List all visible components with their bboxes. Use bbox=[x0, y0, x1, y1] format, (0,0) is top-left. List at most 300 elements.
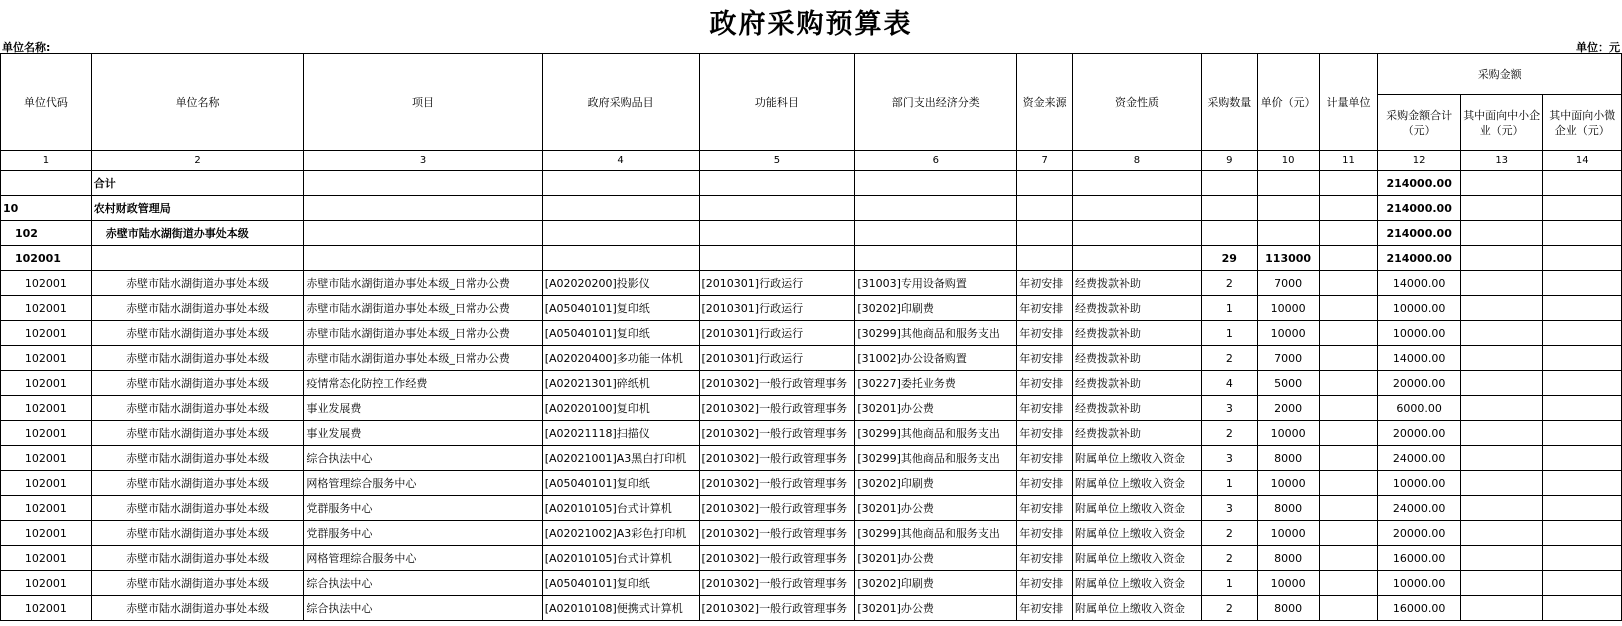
procurement-item-cell: [A02021001]A3黑白打印机 bbox=[542, 446, 699, 471]
empty-cell bbox=[699, 196, 855, 221]
amount-micro-cell bbox=[1543, 596, 1622, 621]
unit-price-cell: 7000 bbox=[1257, 346, 1319, 371]
empty-cell bbox=[855, 246, 1017, 271]
table-row bbox=[1, 396, 1622, 421]
procurement-item-cell: [A05040101]复印纸 bbox=[542, 471, 699, 496]
fund-source-cell: 年初安排 bbox=[1017, 396, 1073, 421]
fund-source-cell: 年初安排 bbox=[1017, 371, 1073, 396]
table-row bbox=[1, 471, 1622, 496]
measure-unit-cell bbox=[1319, 321, 1378, 346]
quantity-cell: 2 bbox=[1201, 421, 1257, 446]
table-row bbox=[1, 321, 1622, 346]
column-number: 9 bbox=[1201, 151, 1257, 171]
empty-cell bbox=[304, 221, 542, 246]
empty-cell bbox=[1073, 171, 1202, 196]
empty-cell bbox=[855, 196, 1017, 221]
unit-name-cell: 赤壁市陆水湖街道办事处本级 bbox=[91, 421, 304, 446]
dept-econ-cell: [30299]其他商品和服务支出 bbox=[855, 321, 1017, 346]
unit-name-cell: 赤壁市陆水湖街道办事处本级 bbox=[91, 596, 304, 621]
fund-source-cell: 年初安排 bbox=[1017, 496, 1073, 521]
function-subject-cell: [2010302]一般行政管理事务 bbox=[699, 496, 855, 521]
procurement-item-cell: [A05040101]复印纸 bbox=[542, 321, 699, 346]
measure-unit-cell bbox=[1319, 496, 1378, 521]
project-cell: 党群服务中心 bbox=[304, 521, 542, 546]
unit-price-cell: 10000 bbox=[1257, 296, 1319, 321]
unit-code-cell: 102001 bbox=[1, 396, 92, 421]
fund-nature-cell: 经费拨款补助 bbox=[1073, 321, 1202, 346]
project-cell: 赤壁市陆水湖街道办事处本级_日常办公费 bbox=[304, 346, 542, 371]
unit-code-cell: 102001 bbox=[1, 346, 92, 371]
project-cell: 赤壁市陆水湖街道办事处本级_日常办公费 bbox=[304, 271, 542, 296]
procurement-item-cell: [A02010105]台式计算机 bbox=[542, 546, 699, 571]
empty-cell bbox=[542, 221, 699, 246]
column-number: 4 bbox=[542, 151, 699, 171]
measure-unit-cell bbox=[1319, 221, 1378, 246]
quantity-cell: 2 bbox=[1201, 271, 1257, 296]
unit-price-cell: 7000 bbox=[1257, 271, 1319, 296]
fund-nature-cell: 经费拨款补助 bbox=[1073, 421, 1202, 446]
quantity-cell: 1 bbox=[1201, 296, 1257, 321]
project-cell: 事业发展费 bbox=[304, 421, 542, 446]
unit-name-cell: 合计 bbox=[91, 171, 304, 196]
empty-cell bbox=[304, 246, 542, 271]
table-row bbox=[1, 546, 1622, 571]
empty-cell bbox=[1017, 221, 1073, 246]
amount-micro-cell bbox=[1543, 521, 1622, 546]
fund-nature-cell: 经费拨款补助 bbox=[1073, 371, 1202, 396]
unit-price-cell: 10000 bbox=[1257, 571, 1319, 596]
dept-econ-cell: [30202]印刷费 bbox=[855, 296, 1017, 321]
empty-cell bbox=[699, 246, 855, 271]
project-cell: 网格管理综合服务中心 bbox=[304, 546, 542, 571]
empty-cell bbox=[1073, 221, 1202, 246]
header-amount-sme: 其中面向中小企业（元） bbox=[1460, 95, 1543, 151]
fund-nature-cell: 附属单位上缴收入资金 bbox=[1073, 596, 1202, 621]
dept-econ-cell: [30201]办公费 bbox=[855, 496, 1017, 521]
column-number: 5 bbox=[699, 151, 855, 171]
column-number: 1 bbox=[1, 151, 92, 171]
unit-price-cell bbox=[1257, 221, 1319, 246]
fund-nature-cell: 经费拨款补助 bbox=[1073, 396, 1202, 421]
table-row bbox=[1, 346, 1622, 371]
unit-price-cell: 10000 bbox=[1257, 321, 1319, 346]
amount-sme-cell bbox=[1460, 321, 1543, 346]
budget-table bbox=[0, 53, 1622, 621]
dept-econ-cell: [30299]其他商品和服务支出 bbox=[855, 421, 1017, 446]
header-amount-group: 采购金额 bbox=[1378, 54, 1622, 95]
empty-cell bbox=[855, 171, 1017, 196]
fund-nature-cell: 附属单位上缴收入资金 bbox=[1073, 546, 1202, 571]
quantity-cell: 1 bbox=[1201, 321, 1257, 346]
unit-price-cell: 10000 bbox=[1257, 471, 1319, 496]
amount-micro-cell bbox=[1543, 421, 1622, 446]
table-row bbox=[1, 421, 1622, 446]
measure-unit-cell bbox=[1319, 296, 1378, 321]
unit-name-cell: 农村财政管理局 bbox=[91, 196, 304, 221]
dept-econ-cell: [30202]印刷费 bbox=[855, 571, 1017, 596]
amount-total-cell: 20000.00 bbox=[1378, 371, 1461, 396]
column-number: 14 bbox=[1543, 151, 1622, 171]
amount-sme-cell bbox=[1460, 296, 1543, 321]
unit-price-cell: 8000 bbox=[1257, 546, 1319, 571]
unit-code-cell: 10 bbox=[1, 196, 92, 221]
empty-cell bbox=[542, 246, 699, 271]
amount-total-cell: 10000.00 bbox=[1378, 296, 1461, 321]
table-row bbox=[1, 296, 1622, 321]
amount-micro-cell bbox=[1543, 246, 1622, 271]
summary-row bbox=[1, 171, 1622, 196]
table-row bbox=[1, 371, 1622, 396]
procurement-item-cell: [A02020100]复印机 bbox=[542, 396, 699, 421]
project-cell: 党群服务中心 bbox=[304, 496, 542, 521]
quantity-cell: 2 bbox=[1201, 346, 1257, 371]
empty-cell bbox=[1017, 196, 1073, 221]
project-cell: 赤壁市陆水湖街道办事处本级_日常办公费 bbox=[304, 321, 542, 346]
quantity-cell bbox=[1201, 196, 1257, 221]
page-title: 政府采购预算表 bbox=[709, 9, 913, 40]
unit-code-cell: 102001 bbox=[1, 271, 92, 296]
quantity-cell: 2 bbox=[1201, 546, 1257, 571]
amount-sme-cell bbox=[1460, 596, 1543, 621]
empty-cell bbox=[699, 221, 855, 246]
header-quantity: 采购数量 bbox=[1201, 54, 1257, 151]
amount-sme-cell bbox=[1460, 346, 1543, 371]
column-number: 13 bbox=[1460, 151, 1543, 171]
measure-unit-cell bbox=[1319, 521, 1378, 546]
amount-sme-cell bbox=[1460, 496, 1543, 521]
measure-unit-cell bbox=[1319, 571, 1378, 596]
amount-total-cell: 14000.00 bbox=[1378, 271, 1461, 296]
header-amount-total: 采购金额合计（元） bbox=[1378, 95, 1461, 151]
amount-total-cell: 214000.00 bbox=[1378, 221, 1461, 246]
amount-micro-cell bbox=[1543, 346, 1622, 371]
amount-total-cell: 20000.00 bbox=[1378, 521, 1461, 546]
dept-econ-cell: [30202]印刷费 bbox=[855, 471, 1017, 496]
header-procurement-item: 政府采购品目 bbox=[542, 54, 699, 151]
amount-micro-cell bbox=[1543, 396, 1622, 421]
function-subject-cell: [2010302]一般行政管理事务 bbox=[699, 596, 855, 621]
procurement-item-cell: [A02020400]多功能一体机 bbox=[542, 346, 699, 371]
column-number: 12 bbox=[1378, 151, 1461, 171]
quantity-cell: 29 bbox=[1201, 246, 1257, 271]
unit-name-cell: 赤壁市陆水湖街道办事处本级 bbox=[91, 321, 304, 346]
measure-unit-cell bbox=[1319, 471, 1378, 496]
amount-micro-cell bbox=[1543, 471, 1622, 496]
amount-total-cell: 10000.00 bbox=[1378, 571, 1461, 596]
procurement-item-cell: [A02010105]台式计算机 bbox=[542, 496, 699, 521]
table-row bbox=[1, 571, 1622, 596]
unit-code-cell: 102 bbox=[1, 221, 92, 246]
fund-source-cell: 年初安排 bbox=[1017, 546, 1073, 571]
unit-price-cell: 5000 bbox=[1257, 371, 1319, 396]
measure-unit-cell bbox=[1319, 246, 1378, 271]
fund-source-cell: 年初安排 bbox=[1017, 346, 1073, 371]
dept-econ-cell: [30299]其他商品和服务支出 bbox=[855, 446, 1017, 471]
amount-micro-cell bbox=[1543, 196, 1622, 221]
header-fund-nature: 资金性质 bbox=[1073, 54, 1202, 151]
procurement-item-cell: [A02021002]A3彩色打印机 bbox=[542, 521, 699, 546]
measure-unit-cell bbox=[1319, 346, 1378, 371]
column-number: 6 bbox=[855, 151, 1017, 171]
fund-nature-cell: 附属单位上缴收入资金 bbox=[1073, 571, 1202, 596]
fund-nature-cell: 附属单位上缴收入资金 bbox=[1073, 496, 1202, 521]
unit-code-cell: 102001 bbox=[1, 546, 92, 571]
amount-sme-cell bbox=[1460, 271, 1543, 296]
measure-unit-cell bbox=[1319, 171, 1378, 196]
unit-name-cell: 赤壁市陆水湖街道办事处本级 bbox=[91, 546, 304, 571]
amount-sme-cell bbox=[1460, 371, 1543, 396]
summary-row bbox=[1, 246, 1622, 271]
unit-code-cell: 102001 bbox=[1, 246, 92, 271]
quantity-cell: 4 bbox=[1201, 371, 1257, 396]
quantity-cell: 1 bbox=[1201, 571, 1257, 596]
amount-sme-cell bbox=[1460, 396, 1543, 421]
amount-total-cell: 214000.00 bbox=[1378, 246, 1461, 271]
fund-source-cell: 年初安排 bbox=[1017, 321, 1073, 346]
unit-code-cell: 102001 bbox=[1, 521, 92, 546]
quantity-cell bbox=[1201, 171, 1257, 196]
fund-source-cell: 年初安排 bbox=[1017, 421, 1073, 446]
unit-price-cell: 8000 bbox=[1257, 596, 1319, 621]
header-project: 项目 bbox=[304, 54, 542, 151]
project-cell: 赤壁市陆水湖街道办事处本级_日常办公费 bbox=[304, 296, 542, 321]
dept-econ-cell: [31002]办公设备购置 bbox=[855, 346, 1017, 371]
procurement-item-cell: [A02010108]便携式计算机 bbox=[542, 596, 699, 621]
measure-unit-cell bbox=[1319, 446, 1378, 471]
function-subject-cell: [2010302]一般行政管理事务 bbox=[699, 471, 855, 496]
empty-cell bbox=[304, 171, 542, 196]
dept-econ-cell: [30201]办公费 bbox=[855, 396, 1017, 421]
fund-nature-cell: 经费拨款补助 bbox=[1073, 271, 1202, 296]
amount-total-cell: 16000.00 bbox=[1378, 596, 1461, 621]
empty-cell bbox=[699, 171, 855, 196]
amount-total-cell: 214000.00 bbox=[1378, 171, 1461, 196]
unit-code-cell: 102001 bbox=[1, 446, 92, 471]
amount-micro-cell bbox=[1543, 321, 1622, 346]
function-subject-cell: [2010302]一般行政管理事务 bbox=[699, 421, 855, 446]
procurement-item-cell: [A02020200]投影仪 bbox=[542, 271, 699, 296]
unit-name-cell: 赤壁市陆水湖街道办事处本级 bbox=[91, 221, 304, 246]
column-number: 3 bbox=[304, 151, 542, 171]
header-unit-price: 单价（元） bbox=[1257, 54, 1319, 151]
dept-econ-cell: [30299]其他商品和服务支出 bbox=[855, 521, 1017, 546]
table-row bbox=[1, 446, 1622, 471]
procurement-item-cell: [A02021118]扫描仪 bbox=[542, 421, 699, 446]
quantity-cell: 3 bbox=[1201, 396, 1257, 421]
amount-micro-cell bbox=[1543, 296, 1622, 321]
amount-micro-cell bbox=[1543, 446, 1622, 471]
fund-nature-cell: 经费拨款补助 bbox=[1073, 296, 1202, 321]
fund-source-cell: 年初安排 bbox=[1017, 296, 1073, 321]
project-cell: 事业发展费 bbox=[304, 396, 542, 421]
amount-sme-cell bbox=[1460, 571, 1543, 596]
amount-total-cell: 14000.00 bbox=[1378, 346, 1461, 371]
header-measure-unit: 计量单位 bbox=[1319, 54, 1378, 151]
measure-unit-cell bbox=[1319, 271, 1378, 296]
header-dept-econ: 部门支出经济分类 bbox=[855, 54, 1017, 151]
unit-code-cell: 102001 bbox=[1, 296, 92, 321]
unit-code-cell: 102001 bbox=[1, 471, 92, 496]
amount-sme-cell bbox=[1460, 471, 1543, 496]
project-cell: 疫情常态化防控工作经费 bbox=[304, 371, 542, 396]
project-cell: 综合执法中心 bbox=[304, 571, 542, 596]
measure-unit-cell bbox=[1319, 546, 1378, 571]
amount-micro-cell bbox=[1543, 221, 1622, 246]
fund-nature-cell: 附属单位上缴收入资金 bbox=[1073, 446, 1202, 471]
measure-unit-cell bbox=[1319, 596, 1378, 621]
amount-sme-cell bbox=[1460, 196, 1543, 221]
unit-name-cell: 赤壁市陆水湖街道办事处本级 bbox=[91, 396, 304, 421]
amount-total-cell: 10000.00 bbox=[1378, 471, 1461, 496]
unit-name-cell: 赤壁市陆水湖街道办事处本级 bbox=[91, 471, 304, 496]
quantity-cell: 3 bbox=[1201, 496, 1257, 521]
empty-cell bbox=[855, 221, 1017, 246]
procurement-item-cell: [A05040101]复印纸 bbox=[542, 296, 699, 321]
amount-sme-cell bbox=[1460, 446, 1543, 471]
function-subject-cell: [2010301]行政运行 bbox=[699, 296, 855, 321]
unit-code-cell: 102001 bbox=[1, 496, 92, 521]
amount-micro-cell bbox=[1543, 271, 1622, 296]
unit-price-cell: 10000 bbox=[1257, 421, 1319, 446]
dept-econ-cell: [30227]委托业务费 bbox=[855, 371, 1017, 396]
project-cell: 综合执法中心 bbox=[304, 446, 542, 471]
column-number: 11 bbox=[1319, 151, 1378, 171]
unit-name-cell: 赤壁市陆水湖街道办事处本级 bbox=[91, 496, 304, 521]
table-row bbox=[1, 596, 1622, 621]
fund-source-cell: 年初安排 bbox=[1017, 271, 1073, 296]
header-amount-micro: 其中面向小微企业（元） bbox=[1543, 95, 1622, 151]
unit-price-cell bbox=[1257, 196, 1319, 221]
dept-econ-cell: [30201]办公费 bbox=[855, 596, 1017, 621]
unit-name-cell: 赤壁市陆水湖街道办事处本级 bbox=[91, 296, 304, 321]
unit-code-cell: 102001 bbox=[1, 421, 92, 446]
amount-micro-cell bbox=[1543, 371, 1622, 396]
measure-unit-cell bbox=[1319, 196, 1378, 221]
unit-name-cell: 赤壁市陆水湖街道办事处本级 bbox=[91, 346, 304, 371]
unit-code-cell: 102001 bbox=[1, 571, 92, 596]
project-cell: 网格管理综合服务中心 bbox=[304, 471, 542, 496]
empty-cell bbox=[1073, 196, 1202, 221]
amount-sme-cell bbox=[1460, 171, 1543, 196]
amount-sme-cell bbox=[1460, 221, 1543, 246]
function-subject-cell: [2010302]一般行政管理事务 bbox=[699, 371, 855, 396]
fund-source-cell: 年初安排 bbox=[1017, 571, 1073, 596]
unit-price-cell: 8000 bbox=[1257, 496, 1319, 521]
empty-cell bbox=[1017, 246, 1073, 271]
column-number: 2 bbox=[91, 151, 304, 171]
amount-micro-cell bbox=[1543, 496, 1622, 521]
header-unit-code: 单位代码 bbox=[1, 54, 92, 151]
procurement-item-cell: [A02021301]碎纸机 bbox=[542, 371, 699, 396]
function-subject-cell: [2010302]一般行政管理事务 bbox=[699, 396, 855, 421]
fund-source-cell: 年初安排 bbox=[1017, 446, 1073, 471]
function-subject-cell: [2010301]行政运行 bbox=[699, 321, 855, 346]
fund-nature-cell: 经费拨款补助 bbox=[1073, 346, 1202, 371]
fund-source-cell: 年初安排 bbox=[1017, 596, 1073, 621]
function-subject-cell: [2010302]一般行政管理事务 bbox=[699, 446, 855, 471]
function-subject-cell: [2010302]一般行政管理事务 bbox=[699, 521, 855, 546]
summary-row bbox=[1, 196, 1622, 221]
dept-econ-cell: [31003]专用设备购置 bbox=[855, 271, 1017, 296]
unit-price-cell: 8000 bbox=[1257, 446, 1319, 471]
table-row bbox=[1, 521, 1622, 546]
empty-cell bbox=[1017, 171, 1073, 196]
empty-cell bbox=[542, 196, 699, 221]
column-number: 8 bbox=[1073, 151, 1202, 171]
function-subject-cell: [2010301]行政运行 bbox=[699, 346, 855, 371]
unit-name-cell: 赤壁市陆水湖街道办事处本级 bbox=[91, 571, 304, 596]
amount-total-cell: 6000.00 bbox=[1378, 396, 1461, 421]
currency-unit-label: 单位：元 bbox=[1576, 41, 1620, 54]
header-unit-name: 单位名称 bbox=[91, 54, 304, 151]
amount-micro-cell bbox=[1543, 571, 1622, 596]
amount-total-cell: 16000.00 bbox=[1378, 546, 1461, 571]
amount-micro-cell bbox=[1543, 171, 1622, 196]
empty-cell bbox=[1073, 246, 1202, 271]
function-subject-cell: [2010302]一般行政管理事务 bbox=[699, 546, 855, 571]
fund-nature-cell: 附属单位上缴收入资金 bbox=[1073, 521, 1202, 546]
header-function-subject: 功能科目 bbox=[699, 54, 855, 151]
project-cell: 综合执法中心 bbox=[304, 596, 542, 621]
unit-price-cell: 2000 bbox=[1257, 396, 1319, 421]
fund-source-cell: 年初安排 bbox=[1017, 521, 1073, 546]
dept-econ-cell: [30201]办公费 bbox=[855, 546, 1017, 571]
quantity-cell: 3 bbox=[1201, 446, 1257, 471]
unit-name-cell: 赤壁市陆水湖街道办事处本级 bbox=[91, 446, 304, 471]
unit-name-cell: 赤壁市陆水湖街道办事处本级 bbox=[91, 271, 304, 296]
unit-price-cell bbox=[1257, 171, 1319, 196]
summary-row bbox=[1, 221, 1622, 246]
unit-name-cell bbox=[91, 246, 304, 271]
column-number: 10 bbox=[1257, 151, 1319, 171]
amount-sme-cell bbox=[1460, 421, 1543, 446]
unit-code-cell: 102001 bbox=[1, 371, 92, 396]
quantity-cell: 2 bbox=[1201, 596, 1257, 621]
unit-code-cell: 102001 bbox=[1, 321, 92, 346]
amount-sme-cell bbox=[1460, 246, 1543, 271]
measure-unit-cell bbox=[1319, 371, 1378, 396]
amount-total-cell: 24000.00 bbox=[1378, 496, 1461, 521]
header-fund-source: 资金来源 bbox=[1017, 54, 1073, 151]
fund-nature-cell: 附属单位上缴收入资金 bbox=[1073, 471, 1202, 496]
function-subject-cell: [2010301]行政运行 bbox=[699, 271, 855, 296]
amount-total-cell: 20000.00 bbox=[1378, 421, 1461, 446]
measure-unit-cell bbox=[1319, 421, 1378, 446]
quantity-cell: 2 bbox=[1201, 521, 1257, 546]
unit-price-cell: 113000 bbox=[1257, 246, 1319, 271]
amount-total-cell: 10000.00 bbox=[1378, 321, 1461, 346]
unit-name-cell: 赤壁市陆水湖街道办事处本级 bbox=[91, 521, 304, 546]
amount-total-cell: 214000.00 bbox=[1378, 196, 1461, 221]
quantity-cell bbox=[1201, 221, 1257, 246]
measure-unit-cell bbox=[1319, 396, 1378, 421]
unit-name-cell: 赤壁市陆水湖街道办事处本级 bbox=[91, 371, 304, 396]
fund-source-cell: 年初安排 bbox=[1017, 471, 1073, 496]
amount-total-cell: 24000.00 bbox=[1378, 446, 1461, 471]
table-row bbox=[1, 496, 1622, 521]
function-subject-cell: [2010302]一般行政管理事务 bbox=[699, 571, 855, 596]
amount-micro-cell bbox=[1543, 546, 1622, 571]
unit-price-cell: 10000 bbox=[1257, 521, 1319, 546]
procurement-item-cell: [A05040101]复印纸 bbox=[542, 571, 699, 596]
unit-code-cell bbox=[1, 171, 92, 196]
unit-code-cell: 102001 bbox=[1, 596, 92, 621]
quantity-cell: 1 bbox=[1201, 471, 1257, 496]
amount-sme-cell bbox=[1460, 546, 1543, 571]
amount-sme-cell bbox=[1460, 521, 1543, 546]
unit-name-label: 单位名称: bbox=[2, 41, 51, 54]
column-number: 7 bbox=[1017, 151, 1073, 171]
